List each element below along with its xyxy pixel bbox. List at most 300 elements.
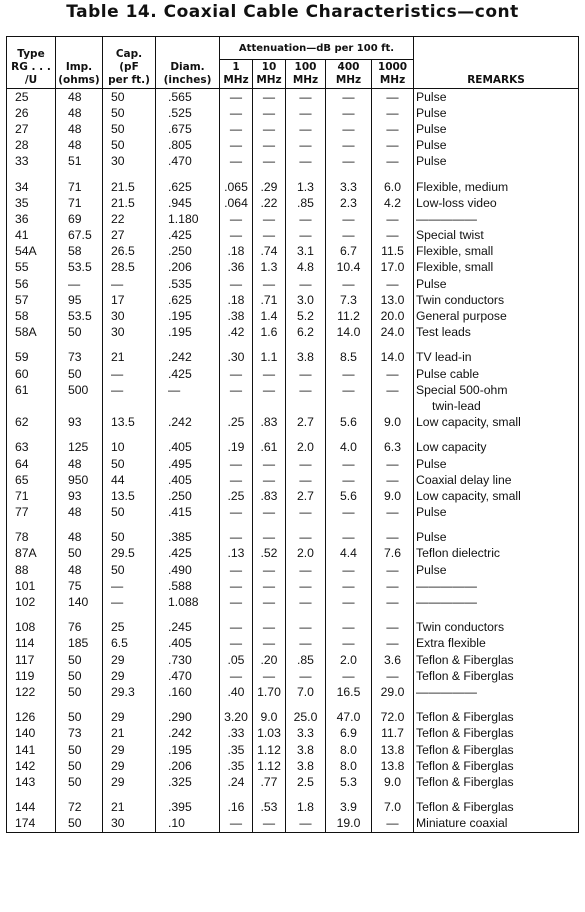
cell-att-1: — <box>220 594 253 610</box>
cell-att-100: — <box>286 562 326 578</box>
cell-rem: Miniature coaxial <box>414 816 579 833</box>
cell-att-1000: — <box>372 594 414 610</box>
cell-rem: Pulse cable <box>414 366 579 382</box>
cell-att-100: 2.0 <box>286 546 326 562</box>
cell-att-1: — <box>220 121 253 137</box>
cell-att-400: 8.5 <box>326 350 372 366</box>
table-row <box>7 179 579 195</box>
cell-att-1000: — <box>372 578 414 594</box>
cell-att-1000: 13.0 <box>372 292 414 308</box>
cell-type: 33 <box>7 154 56 170</box>
cell-rem: Teflon & Fiberglas <box>414 800 579 816</box>
cell-rem: Teflon & Fiberglas <box>414 742 579 758</box>
cell-att-1000: 72.0 <box>372 710 414 726</box>
cell-att-400: 11.2 <box>326 308 372 324</box>
cell-cap: 29.5 <box>103 546 156 562</box>
cell-rem: Test leads <box>414 325 579 341</box>
table-row <box>7 260 579 276</box>
cell-diam: .160 <box>156 684 220 700</box>
cell-att-400: — <box>326 668 372 684</box>
cell-att-1000: — <box>372 211 414 227</box>
cell-type: 144 <box>7 800 56 816</box>
cell-att-100: — <box>286 456 326 472</box>
cell-type: 87A <box>7 546 56 562</box>
cell-rem: Pulse <box>414 105 579 121</box>
cell-imp: 48 <box>56 456 103 472</box>
cell-diam: .195 <box>156 325 220 341</box>
cell-att-400: — <box>326 382 372 398</box>
cell-att-1: .30 <box>220 350 253 366</box>
cell-rem: Pulse <box>414 121 579 137</box>
cell-att-1000: 9.0 <box>372 415 414 431</box>
cell-diam: .495 <box>156 456 220 472</box>
cell-cap: 50 <box>103 121 156 137</box>
cell-att-1: .42 <box>220 325 253 341</box>
cell-att-100: 2.5 <box>286 774 326 790</box>
cell-att-1000: 17.0 <box>372 260 414 276</box>
table-row <box>7 472 579 488</box>
cell-diam: 1.088 <box>156 594 220 610</box>
cell-cap: 29 <box>103 758 156 774</box>
cell-att-100: 1.8 <box>286 800 326 816</box>
cell-att-1000: — <box>372 816 414 833</box>
cell-imp: 53.5 <box>56 308 103 324</box>
cell-att-1000: — <box>372 154 414 170</box>
table-row <box>7 710 579 726</box>
cell-rem: Teflon & Fiberglas <box>414 668 579 684</box>
cell-att-10: — <box>253 816 286 833</box>
cell-att-10: 9.0 <box>253 710 286 726</box>
cell-att-10: — <box>253 366 286 382</box>
cell-rem: ————— <box>414 684 579 700</box>
cell-rem: Low-loss video <box>414 195 579 211</box>
group-spacer <box>7 170 579 179</box>
cell-type: 34 <box>7 179 56 195</box>
cell-att-400: 4.0 <box>326 440 372 456</box>
table-row <box>7 89 579 106</box>
table-row <box>7 774 579 790</box>
cell-cap: 50 <box>103 105 156 121</box>
cell-att-100: 3.3 <box>286 726 326 742</box>
cell-att-1000: 7.0 <box>372 800 414 816</box>
table-row <box>7 758 579 774</box>
table-row <box>7 684 579 700</box>
cell-att-400: — <box>326 89 372 106</box>
cell-diam: .405 <box>156 636 220 652</box>
cell-att-1: .40 <box>220 684 253 700</box>
table-row <box>7 652 579 668</box>
table-row <box>7 398 579 414</box>
cell-att-100: 3.8 <box>286 758 326 774</box>
cell-att-10: .77 <box>253 774 286 790</box>
cell-att-400: 16.5 <box>326 684 372 700</box>
cell-rem: Flexible, small <box>414 244 579 260</box>
cell-imp: 48 <box>56 121 103 137</box>
cell-att-400: 8.0 <box>326 758 372 774</box>
cell-diam: .325 <box>156 774 220 790</box>
cell-cap: 10 <box>103 440 156 456</box>
cell-att-100: 2.0 <box>286 440 326 456</box>
cell-att-1: .38 <box>220 308 253 324</box>
cell-att-10: 1.03 <box>253 726 286 742</box>
cell-att-1: — <box>220 366 253 382</box>
table-row <box>7 382 579 398</box>
cell-diam: — <box>156 382 220 398</box>
cell-att-1: — <box>220 211 253 227</box>
cell-imp: — <box>56 276 103 292</box>
cell-att-1000: — <box>372 276 414 292</box>
cell-cap: 29.3 <box>103 684 156 700</box>
cell-att-400: 5.3 <box>326 774 372 790</box>
cell-cap: 26.5 <box>103 244 156 260</box>
cell-att-1: .18 <box>220 292 253 308</box>
cell-imp: 48 <box>56 138 103 154</box>
cell-imp: 50 <box>56 325 103 341</box>
cell-type: 58 <box>7 308 56 324</box>
cell-diam: .245 <box>156 620 220 636</box>
cell-imp: 50 <box>56 816 103 833</box>
cell-rem: twin-lead <box>414 398 579 414</box>
cell-att-100: — <box>286 105 326 121</box>
cell-att-400: — <box>326 276 372 292</box>
table-row <box>7 578 579 594</box>
cell-att-1000: 14.0 <box>372 350 414 366</box>
cell-att-100: — <box>286 530 326 546</box>
cell-att-10: — <box>253 154 286 170</box>
cell-att-400: — <box>326 636 372 652</box>
cell-att-10: — <box>253 530 286 546</box>
table-row <box>7 742 579 758</box>
cell-rem: TV lead-in <box>414 350 579 366</box>
cell-rem: Flexible, medium <box>414 179 579 195</box>
cell-att-400: 2.0 <box>326 652 372 668</box>
cell-imp: 50 <box>56 652 103 668</box>
cell-rem: Special twist <box>414 228 579 244</box>
cell-diam: 1.180 <box>156 211 220 227</box>
cell-cap: 21.5 <box>103 195 156 211</box>
cell-cap: 21 <box>103 350 156 366</box>
cell-rem: Pulse <box>414 154 579 170</box>
cell-cap: 13.5 <box>103 415 156 431</box>
cell-att-400: 47.0 <box>326 710 372 726</box>
cell-att-1000: — <box>372 138 414 154</box>
cell-diam: .470 <box>156 154 220 170</box>
cell-att-1000: — <box>372 382 414 398</box>
cell-att-1: — <box>220 138 253 154</box>
cell-att-1: .13 <box>220 546 253 562</box>
cell-cap: 28.5 <box>103 260 156 276</box>
cell-diam: .425 <box>156 228 220 244</box>
cell-rem: ————— <box>414 211 579 227</box>
cell-att-10: 1.3 <box>253 260 286 276</box>
table-row <box>7 276 579 292</box>
cell-type: 54A <box>7 244 56 260</box>
cell-rem: Twin conductors <box>414 292 579 308</box>
cell-att-100: 1.3 <box>286 179 326 195</box>
cell-att-10: — <box>253 121 286 137</box>
cell-diam: .415 <box>156 505 220 521</box>
cell-imp: 48 <box>56 530 103 546</box>
cell-att-1000: — <box>372 530 414 546</box>
cell-type: 117 <box>7 652 56 668</box>
cell-imp: 500 <box>56 382 103 398</box>
cell-att-1: — <box>220 668 253 684</box>
cell-cap: 29 <box>103 774 156 790</box>
cell-att-100: 5.2 <box>286 308 326 324</box>
cell-cap: — <box>103 382 156 398</box>
cell-imp: 50 <box>56 684 103 700</box>
cell-att-10: 1.12 <box>253 742 286 758</box>
cell-type: 58A <box>7 325 56 341</box>
cell-imp: 50 <box>56 774 103 790</box>
cell-att-1000: — <box>372 105 414 121</box>
cell-cap: 21.5 <box>103 179 156 195</box>
header-freq-1-mhz: 1 MHz <box>220 60 253 89</box>
cell-rem: Coaxial delay line <box>414 472 579 488</box>
cell-type: 62 <box>7 415 56 431</box>
cell-att-100: .85 <box>286 652 326 668</box>
cell-att-400: 3.9 <box>326 800 372 816</box>
cell-att-10 <box>253 398 286 414</box>
cell-att-400: — <box>326 594 372 610</box>
cell-imp: 93 <box>56 415 103 431</box>
table-row <box>7 620 579 636</box>
table-row <box>7 668 579 684</box>
cell-cap: 21 <box>103 726 156 742</box>
cell-att-10: .74 <box>253 244 286 260</box>
cell-att-1: — <box>220 472 253 488</box>
cell-att-10: 1.12 <box>253 758 286 774</box>
cell-cap: 25 <box>103 620 156 636</box>
cell-att-1 <box>220 398 253 414</box>
cell-imp: 48 <box>56 89 103 106</box>
cell-rem: Teflon & Fiberglas <box>414 710 579 726</box>
cell-imp: 73 <box>56 350 103 366</box>
cell-rem: Pulse <box>414 505 579 521</box>
cell-type: 143 <box>7 774 56 790</box>
cell-att-10: 1.4 <box>253 308 286 324</box>
cell-cap: 30 <box>103 308 156 324</box>
header-freq-400-mhz: 400 MHz <box>326 60 372 89</box>
cell-imp: 50 <box>56 710 103 726</box>
cell-att-400: — <box>326 105 372 121</box>
cell-cap: 29 <box>103 742 156 758</box>
cell-cap: 50 <box>103 562 156 578</box>
cell-cap: 50 <box>103 456 156 472</box>
cell-att-1: .16 <box>220 800 253 816</box>
cell-imp: 48 <box>56 105 103 121</box>
table-row <box>7 195 579 211</box>
cell-att-1000: 29.0 <box>372 684 414 700</box>
cell-att-400: 8.0 <box>326 742 372 758</box>
cell-rem: Teflon & Fiberglas <box>414 758 579 774</box>
cell-att-10: .22 <box>253 195 286 211</box>
header-freq-100-mhz: 100 MHz <box>286 60 326 89</box>
cell-att-100: 6.2 <box>286 325 326 341</box>
cell-att-1: — <box>220 816 253 833</box>
cell-att-100: 25.0 <box>286 710 326 726</box>
cell-imp <box>56 398 103 414</box>
cell-diam: .470 <box>156 668 220 684</box>
cell-type: 27 <box>7 121 56 137</box>
cell-att-1000: — <box>372 505 414 521</box>
cell-cap: — <box>103 578 156 594</box>
cell-att-400: — <box>326 211 372 227</box>
cell-att-1000: — <box>372 228 414 244</box>
group-spacer <box>7 701 579 710</box>
header-row-top <box>7 37 579 60</box>
cell-imp: 71 <box>56 179 103 195</box>
table-row <box>7 562 579 578</box>
cell-att-100: 3.1 <box>286 244 326 260</box>
cell-att-100: — <box>286 620 326 636</box>
cell-imp: 72 <box>56 800 103 816</box>
cell-att-1000: 11.7 <box>372 726 414 742</box>
cell-imp: 67.5 <box>56 228 103 244</box>
cell-imp: 69 <box>56 211 103 227</box>
cell-att-10: — <box>253 211 286 227</box>
cell-cap <box>103 398 156 414</box>
cell-att-1000: — <box>372 366 414 382</box>
cell-diam: .206 <box>156 260 220 276</box>
cell-att-100: 2.7 <box>286 488 326 504</box>
cell-imp: 53.5 <box>56 260 103 276</box>
cell-att-1000: — <box>372 89 414 106</box>
cell-diam: .525 <box>156 105 220 121</box>
table-row <box>7 308 579 324</box>
cell-att-100: — <box>286 578 326 594</box>
cell-type: 65 <box>7 472 56 488</box>
cell-att-100: 4.8 <box>286 260 326 276</box>
cell-att-400: 14.0 <box>326 325 372 341</box>
cell-rem: Pulse <box>414 562 579 578</box>
cell-att-10: — <box>253 456 286 472</box>
table-row <box>7 488 579 504</box>
cell-att-400: 2.3 <box>326 195 372 211</box>
cell-att-100: — <box>286 276 326 292</box>
cell-rem: ————— <box>414 578 579 594</box>
cell-type: 78 <box>7 530 56 546</box>
table-row <box>7 228 579 244</box>
cell-att-400: 3.3 <box>326 179 372 195</box>
table-title: Table 14. Coaxial Cable Characteristics—cont <box>66 2 519 22</box>
header-freq-1000-mhz: 1000 MHz <box>372 60 414 89</box>
table-row <box>7 121 579 137</box>
cell-imp: 93 <box>56 488 103 504</box>
cell-diam: .242 <box>156 350 220 366</box>
cell-att-10: .61 <box>253 440 286 456</box>
table-row <box>7 726 579 742</box>
cell-type: 25 <box>7 89 56 106</box>
cell-att-1: — <box>220 154 253 170</box>
cell-att-400: — <box>326 620 372 636</box>
cell-att-1: — <box>220 382 253 398</box>
cell-att-100: — <box>286 121 326 137</box>
cell-att-400: — <box>326 228 372 244</box>
header-diameter: Diam. (inches) <box>156 37 220 89</box>
cell-cap: 27 <box>103 228 156 244</box>
cell-att-100: — <box>286 505 326 521</box>
cell-att-100: .85 <box>286 195 326 211</box>
cell-diam: .405 <box>156 440 220 456</box>
cell-imp: 50 <box>56 668 103 684</box>
cell-att-1000: 9.0 <box>372 488 414 504</box>
cell-att-1: .25 <box>220 488 253 504</box>
cell-type: 61 <box>7 382 56 398</box>
cell-att-1000: — <box>372 562 414 578</box>
header-capacitance: Cap. (pF per ft.) <box>103 37 156 89</box>
cell-att-1: .36 <box>220 260 253 276</box>
cell-type <box>7 398 56 414</box>
cell-diam: .195 <box>156 308 220 324</box>
cell-type: 142 <box>7 758 56 774</box>
cell-diam: .675 <box>156 121 220 137</box>
cell-rem: Teflon dielectric <box>414 546 579 562</box>
cell-att-10: .29 <box>253 179 286 195</box>
cell-imp: 140 <box>56 594 103 610</box>
cell-rem: General purpose <box>414 308 579 324</box>
cell-type: 122 <box>7 684 56 700</box>
cell-att-400: 19.0 <box>326 816 372 833</box>
cell-rem: Special 500-ohm <box>414 382 579 398</box>
cell-att-400: 6.7 <box>326 244 372 260</box>
cell-cap: 44 <box>103 472 156 488</box>
cell-att-400: — <box>326 154 372 170</box>
cell-type: 174 <box>7 816 56 833</box>
cell-diam: .730 <box>156 652 220 668</box>
cell-att-1000: — <box>372 456 414 472</box>
cell-cap: — <box>103 594 156 610</box>
table-row <box>7 366 579 382</box>
cell-diam <box>156 398 220 414</box>
cell-att-1000: 7.6 <box>372 546 414 562</box>
cell-att-100: — <box>286 816 326 833</box>
cell-att-1000: 24.0 <box>372 325 414 341</box>
cell-cap: 50 <box>103 89 156 106</box>
cell-rem: Pulse <box>414 530 579 546</box>
cell-cap: 30 <box>103 816 156 833</box>
cell-imp: 48 <box>56 505 103 521</box>
cell-type: 28 <box>7 138 56 154</box>
cell-att-100 <box>286 398 326 414</box>
cell-att-1000: 11.5 <box>372 244 414 260</box>
table-row <box>7 816 579 833</box>
cell-diam: .625 <box>156 179 220 195</box>
cell-imp: 71 <box>56 195 103 211</box>
cell-att-1000: 20.0 <box>372 308 414 324</box>
cell-cap: 29 <box>103 652 156 668</box>
cell-cap: 30 <box>103 325 156 341</box>
cell-type: 35 <box>7 195 56 211</box>
cell-diam: .805 <box>156 138 220 154</box>
cell-cap: 50 <box>103 530 156 546</box>
table-row <box>7 636 579 652</box>
cell-att-1000 <box>372 398 414 414</box>
cell-type: 101 <box>7 578 56 594</box>
cell-diam: .206 <box>156 758 220 774</box>
cell-cap: — <box>103 276 156 292</box>
cell-att-100: 3.8 <box>286 742 326 758</box>
cell-imp: 73 <box>56 726 103 742</box>
cell-imp: 95 <box>56 292 103 308</box>
cell-att-10: — <box>253 138 286 154</box>
cell-type: 36 <box>7 211 56 227</box>
cell-att-100: — <box>286 382 326 398</box>
cell-att-10: — <box>253 562 286 578</box>
cell-att-400: — <box>326 472 372 488</box>
cell-imp: 50 <box>56 366 103 382</box>
cell-att-1000: — <box>372 636 414 652</box>
